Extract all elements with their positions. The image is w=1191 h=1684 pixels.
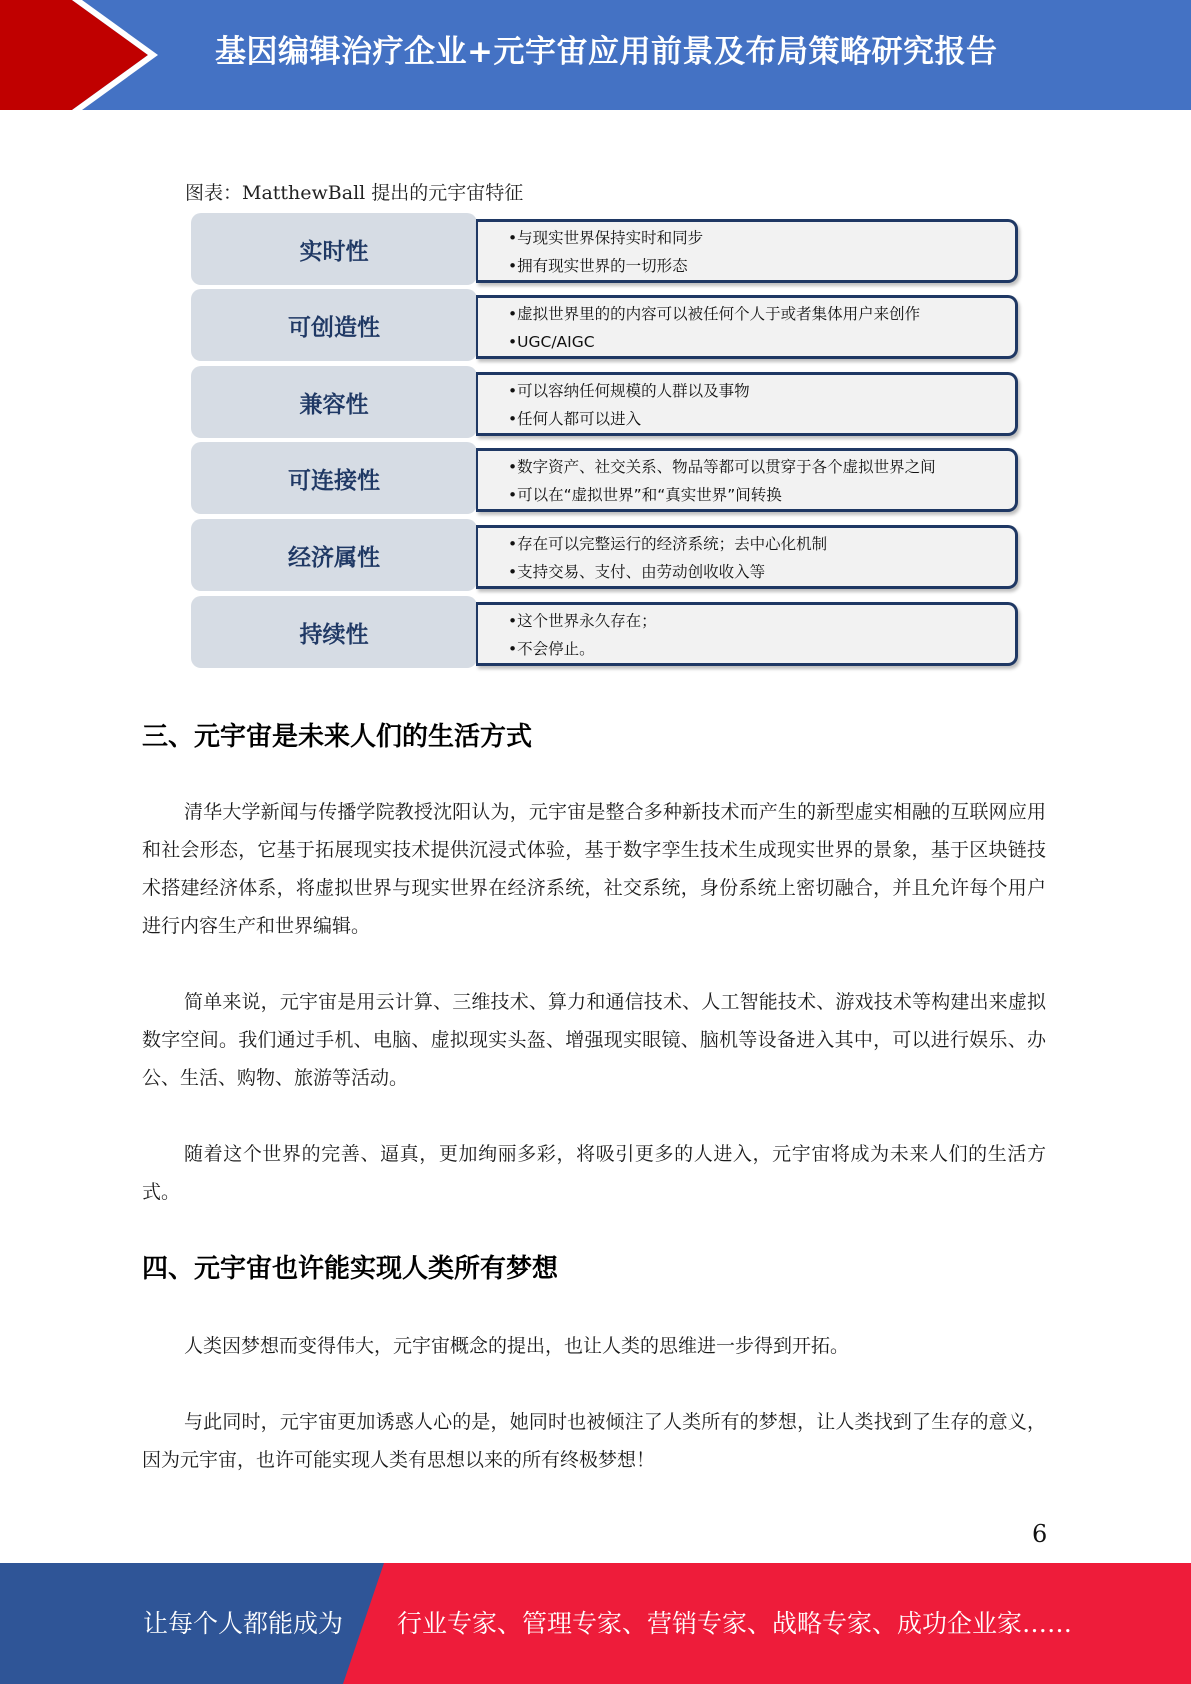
feature-row [191,442,993,514]
feature-line: •这个世界永久存在； [508,612,657,630]
feature-line: •与现实世界保持实时和同步 [508,229,704,247]
feature-line: •存在可以完整运行的经济系统；去中心化机制 [508,535,828,553]
body-paragraph: 与此同时，元宇宙更加诱惑人心的是，她同时也被倾注了人类所有的梦想，让人类找到了生存的意义，因为元宇宙，也许可能实现人类有思想以来的所有终极梦想！ [142,1411,1046,1471]
feature-name: 可创造性 [191,289,477,361]
body-paragraph: 清华大学新闻与传播学院教授沈阳认为，元宇宙是整合多种新技术而产生的新型虚实相融的互联网应用和社会形态，它基于拓展现实技术提供沉浸式体验，基于数字孪生技术生成现实世界的景象，基于区块链技术搭建经济体系，将虚拟世界与现实世界在经济系统，社交系统，身份系统上密切融合，并且允许每个用户进行内容生产和世界编辑。 [142,801,1046,937]
feature-description [476,372,1018,436]
feature-description [476,448,1018,512]
body-paragraph: 简单来说，元宇宙是用云计算、三维技术、算力和通信技术、人工智能技术、游戏技术等构建出来虚拟数字空间。我们通过手机、电脑、虚拟现实头盔、增强现实眼镜、脑机等设备进入其中，可以进行娱乐、办公、生活、购物、旅游等活动。 [142,991,1046,1089]
feature-line: •UGC/AIGC [508,333,595,351]
feature-name: 经济属性 [191,519,477,591]
feature-row [191,596,993,668]
figure-caption: 图表：MatthewBall 提出的元宇宙特征 [185,182,524,204]
feature-name: 可连接性 [191,442,477,514]
page-header [0,0,1191,110]
feature-line: •任何人都可以进入 [508,410,642,428]
feature-line: •不会停止。 [508,640,595,658]
page-number: 6 [1032,1520,1048,1548]
feature-line: •拥有现实世界的一切形态 [508,257,688,275]
feature-description [476,602,1018,666]
report-title: 基因编辑治疗企业+元宇宙应用前景及布局策略研究报告 [215,34,998,70]
page-footer [0,1563,1191,1684]
section-heading: 四、元宇宙也许能实现人类所有梦想 [142,1254,559,1284]
section-heading: 三、元宇宙是未来人们的生活方式 [142,722,533,752]
footer-slogan-right: 行业专家、管理专家、营销专家、战略专家、成功企业家…… [397,1609,1073,1638]
feature-row [191,366,993,438]
body-paragraph: 随着这个世界的完善、逼真，更加绚丽多彩，将吸引更多的人进入，元宇宙将成为未来人们的生活方式。 [142,1143,1046,1203]
feature-description [476,295,1018,359]
body-paragraph: 人类因梦想而变得伟大，元宇宙概念的提出，也让人类的思维进一步得到开拓。 [184,1335,850,1357]
feature-line: •可以在“虚拟世界”和“真实世界”间转换 [508,486,782,504]
feature-description [476,525,1018,589]
feature-line: •数字资产、社交关系、物品等都可以贯穿于各个虚拟世界之间 [508,458,936,476]
feature-row [191,213,993,285]
footer-slogan-left: 让每个人都能成为 [143,1609,344,1638]
feature-name: 兼容性 [191,366,477,438]
feature-line: •虚拟世界里的的内容可以被任何个人于或者集体用户来创作 [508,305,921,323]
feature-name: 实时性 [191,213,477,285]
feature-description [476,219,1018,283]
feature-row [191,289,993,361]
feature-name: 持续性 [191,596,477,668]
feature-line: •支持交易、支付、由劳动创收收入等 [508,563,766,581]
feature-row [191,519,993,591]
feature-line: •可以容纳任何规模的人群以及事物 [508,382,750,400]
